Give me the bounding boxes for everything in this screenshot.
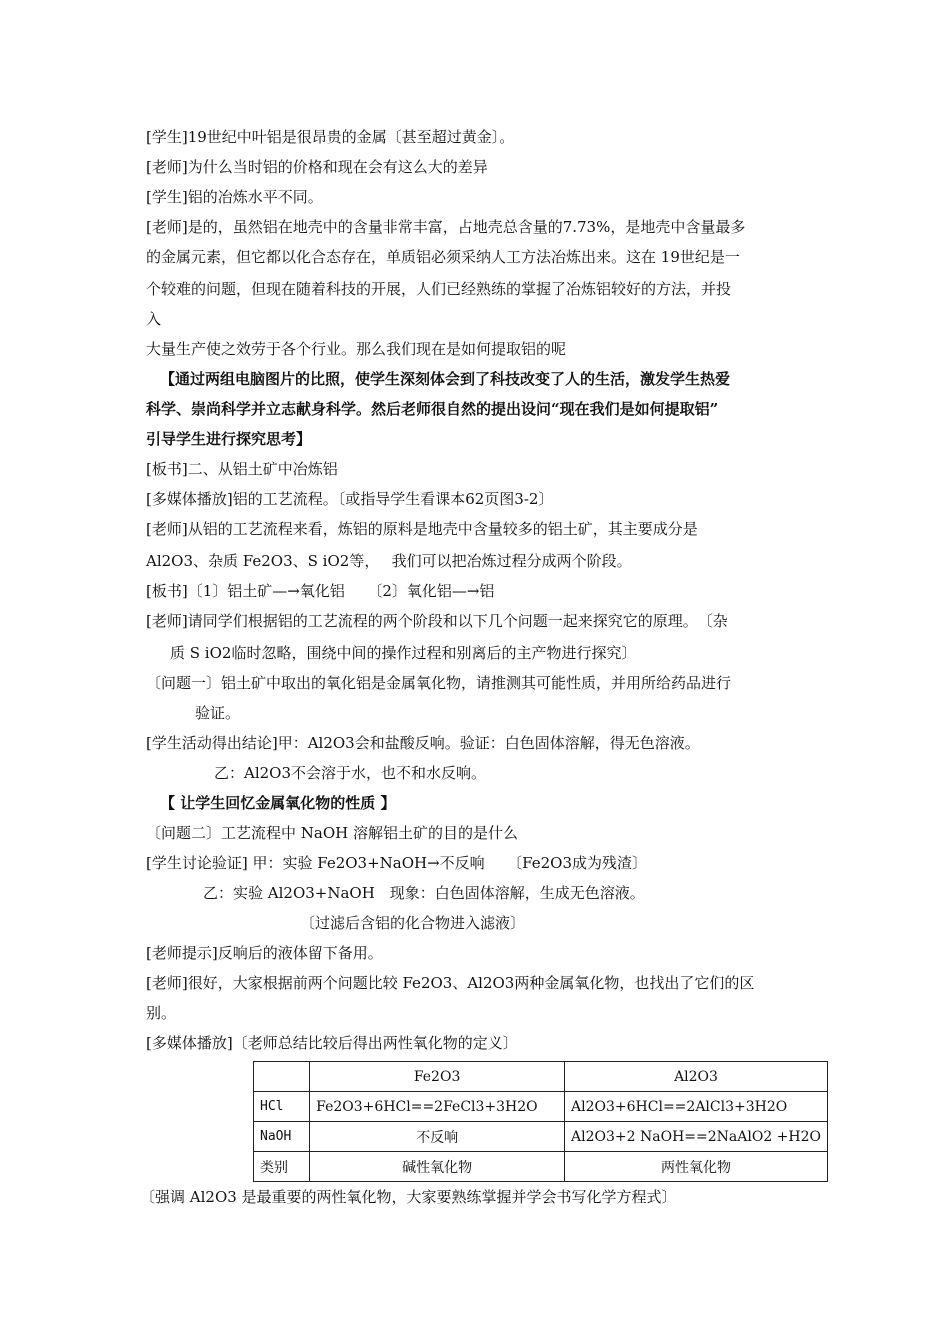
table-cell: NaOH — [254, 1122, 310, 1152]
paragraph-line: [老师提示]反响后的液体留下备用。 — [146, 944, 383, 962]
paragraph-line: 乙：实验 Al2O3+NaOH 现象：白色固体溶解，生成无色溶液。 — [203, 884, 645, 902]
paragraph-line: Al2O3、杂质 Fe2O3、S iO2等， 我们可以把冶炼过程分成两个阶段。 — [146, 552, 632, 570]
emphasis-note: 【 让学生回忆金属氧化物的性质 】 — [160, 794, 396, 812]
table-header-cell: Al2O3 — [565, 1062, 828, 1092]
paragraph-line: [老师]很好，大家根据前两个问题比较 Fe2O3、Al2O3两种金属氧化物，也找出了它们的区 — [146, 974, 755, 992]
paragraph-line: [老师]从铝的工艺流程来看，炼铝的原料是地壳中含量较多的铝土矿，其主要成分是 — [146, 520, 698, 538]
paragraph-line: [板书]〔1〕铝土矿—→氧化铝 〔2〕氧化铝—→铝 — [146, 582, 495, 600]
paragraph-line: 验证。 — [195, 704, 241, 722]
emphasis-note: 【通过两组电脑图片的比照，使学生深刻体会到了科技改变了人的生活，激发学生热爱 — [160, 370, 731, 388]
paragraph-line: [老师]请同学们根据铝的工艺流程的两个阶段和以下几个问题一起来探究它的原理。 〔杂 — [146, 612, 728, 630]
paragraph-line: [板书]二、从铝土矿中冶炼铝 — [146, 460, 338, 478]
footer-note: 〔强调 Al2O3 是最重要的两性氧化物，大家要熟练掌握并学会书写化学方程式〕 — [140, 1188, 677, 1206]
paragraph-line: 大量生产使之效劳于各个行业。那么我们现在是如何提取铝的呢 — [146, 340, 567, 358]
paragraph-line: [学生]铝的冶炼水平不同。 — [146, 188, 323, 206]
table-row — [254, 1122, 828, 1152]
table-cell: Al2O3+6HCl==2AlCl3+3H2O — [565, 1092, 828, 1122]
paragraph-line: 〔问题一〕铝土矿中取出的氧化铝是金属氧化物，请推测其可能性质，并用所给药品进行 — [146, 674, 732, 692]
table-header-cell — [254, 1062, 310, 1092]
paragraph-line: 的金属元素，但它都以化合态存在，单质铝必须采纳人工方法冶炼出来。这在 19世纪是一 — [146, 248, 740, 266]
table-row — [254, 1092, 828, 1122]
paragraph-line: [多媒体播放]铝的工艺流程。〔或指导学生看课本62页图3-2〕 — [146, 490, 554, 508]
paragraph-line: 〔过滤后含铝的化合物进入滤液〕 — [300, 914, 526, 932]
paragraph-line: [老师]是的，虽然铝在地壳中的含量非常丰富，占地壳总含量的7.73%，是地壳中含量最多 — [146, 218, 746, 236]
paragraph-line: [学生活动得出结论]甲：Al2O3会和盐酸反响。验证：白色固体溶解，得无色溶液。 — [146, 734, 700, 752]
table-cell: 两性氧化物 — [565, 1152, 828, 1182]
comparison-table — [253, 1061, 828, 1182]
table-cell: HCl — [254, 1092, 310, 1122]
paragraph-line: 质 S iO2临时忽略，围绕中间的操作过程和别离后的主产物进行探究〕 — [170, 644, 637, 662]
paragraph-line: [学生]19世纪中叶铝是很昂贵的金属〔甚至超过黄金〕。 — [146, 128, 515, 146]
table-row — [254, 1152, 828, 1182]
emphasis-note: 科学、崇尚科学并立志献身科学。然后老师很自然的提出设问“现在我们是如何提取铝” — [146, 400, 719, 418]
table-cell: 类别 — [254, 1152, 310, 1182]
paragraph-line: 别。 — [146, 1004, 177, 1022]
table-cell: 不反响 — [310, 1122, 565, 1152]
paragraph-line: [老师]为什么当时铝的价格和现在会有这么大的差异 — [146, 158, 488, 176]
emphasis-note: 引导学生进行探究思考】 — [146, 430, 312, 448]
table-cell: Fe2O3+6HCl==2FeCl3+3H2O — [310, 1092, 565, 1122]
table-cell: Al2O3+2 NaOH==2NaAlO2 +H2O — [565, 1122, 828, 1152]
table-cell: 碱性氧化物 — [310, 1152, 565, 1182]
table-header-cell: Fe2O3 — [310, 1062, 565, 1092]
paragraph-line: 入 — [146, 310, 162, 328]
paragraph-line: 个较难的问题，但现在随着科技的开展，人们已经熟练的掌握了冶炼铝较好的方法，并投 — [146, 280, 732, 298]
paragraph-line: [学生讨论验证] 甲：实验 Fe2O3+NaOH→不反响 〔Fe2O3成为残渣〕 — [146, 854, 648, 872]
paragraph-line: 乙：Al2O3不会溶于水，也不和水反响。 — [214, 764, 487, 782]
paragraph-line: 〔问题二〕工艺流程中 NaOH 溶解铝土矿的目的是什么 — [146, 824, 518, 842]
table-header-row — [254, 1062, 828, 1092]
paragraph-line: [多媒体播放]〔老师总结比较后得出两性氧化物的定义〕 — [146, 1034, 518, 1052]
